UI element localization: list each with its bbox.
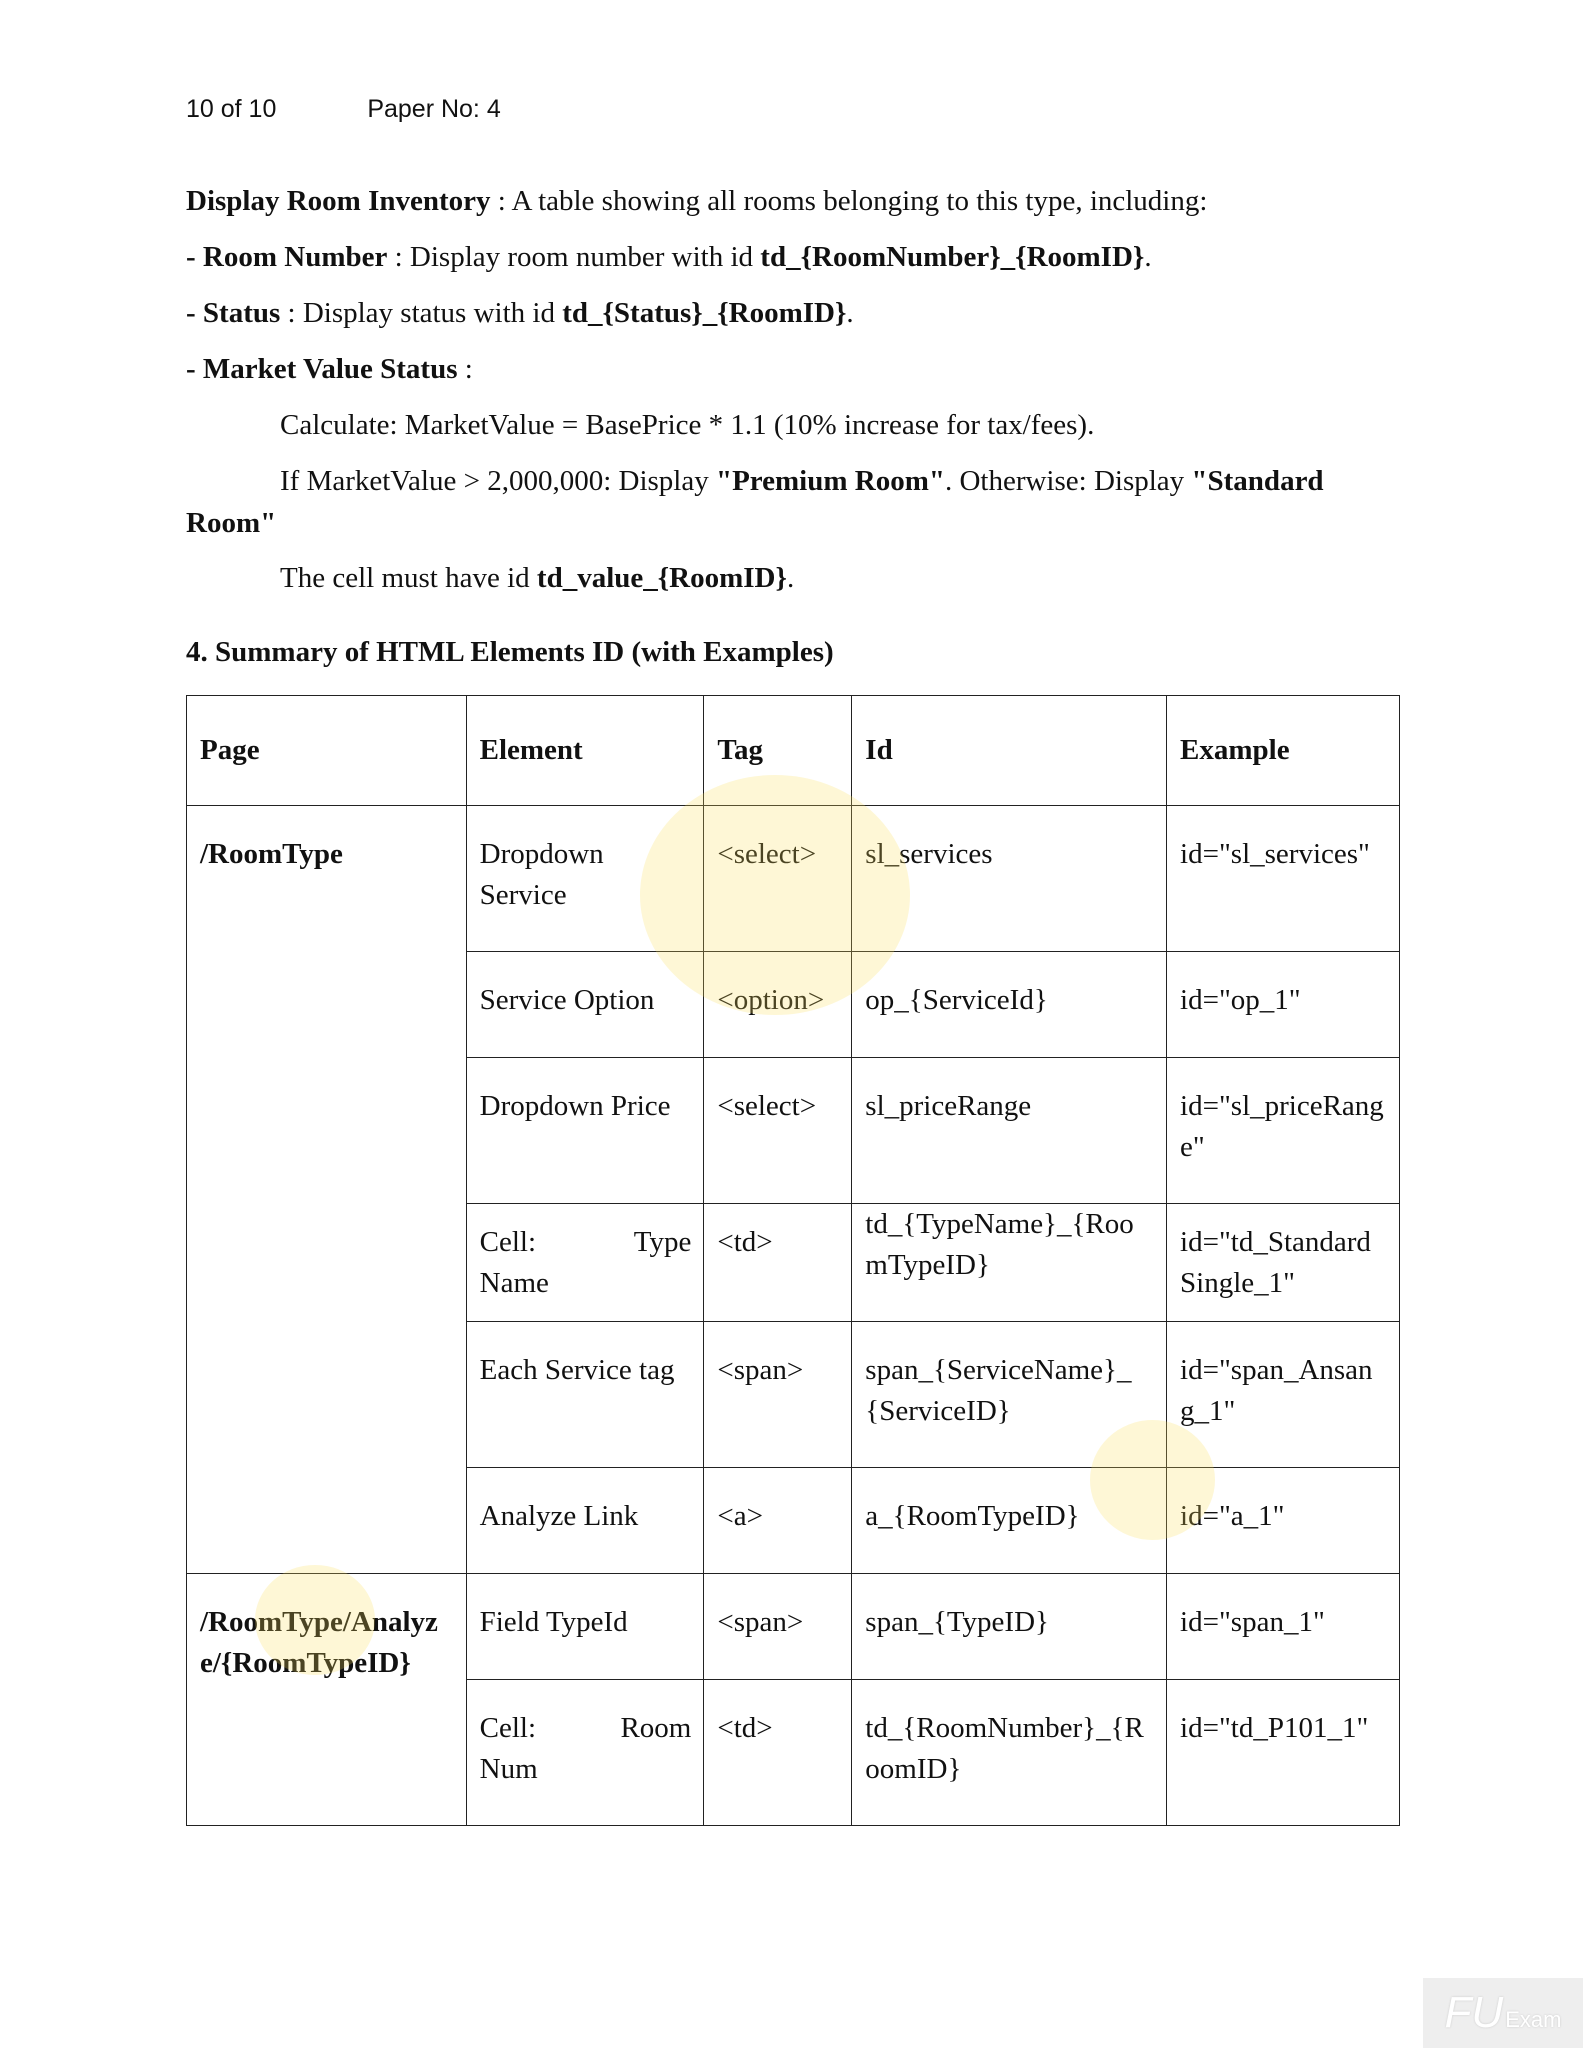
- table-row: [187, 1574, 1400, 1680]
- example-cell: id="td_P101_1": [1167, 1680, 1400, 1826]
- header-element: Element: [466, 696, 704, 806]
- room-number-id: td_{RoomNumber}_{RoomID}: [760, 241, 1145, 273]
- market-line: [186, 348, 1401, 391]
- example-cell: id="sl_priceRange": [1167, 1058, 1400, 1204]
- page-cell-roomtype: /RoomType: [187, 806, 467, 1574]
- header-tag: Tag: [704, 696, 852, 806]
- table-row: [187, 806, 1400, 952]
- summary-table: [186, 695, 1400, 1826]
- otherwise-text: . Otherwise: Display: [944, 465, 1192, 497]
- status-text: : Display status with id: [280, 297, 563, 329]
- table-header-row: [187, 696, 1400, 806]
- element-part: Room: [620, 1712, 692, 1744]
- tag-cell: [704, 1204, 852, 1322]
- room-inventory-section: [186, 180, 1401, 613]
- element-cell: Field TypeId: [466, 1574, 704, 1680]
- element-part: Cell:: [479, 1225, 537, 1258]
- if-text: If MarketValue > 2,000,000: Display: [280, 465, 716, 497]
- status-line: [186, 292, 1401, 335]
- element-cell: Each Service tag: [466, 1322, 704, 1468]
- cell-id-line: [186, 557, 1401, 600]
- element-justified: [480, 1222, 692, 1263]
- id-cell: td_{RoomNumber}_{RoomID}: [852, 1680, 1167, 1826]
- tag-cell: <span>: [704, 1574, 852, 1680]
- example-cell: id="td_Standard Single_1": [1167, 1204, 1400, 1322]
- calc-line: Calculate: MarketValue = BasePrice * 1.1 (10% increase for tax/fees).: [280, 409, 1095, 441]
- id-cell: sl_priceRange: [852, 1058, 1167, 1204]
- tag-cell: <td>: [704, 1680, 852, 1826]
- tag-cell: <a>: [704, 1468, 852, 1574]
- tag-cell: <option>: [704, 952, 852, 1058]
- example-cell: id="span_Ansang_1": [1167, 1322, 1400, 1468]
- fu-exam-logo: [1423, 1978, 1583, 2048]
- market-label: - Market Value Status: [186, 353, 458, 385]
- cell-text: The cell must have id: [280, 562, 537, 594]
- header-id: Id: [852, 696, 1167, 806]
- period: .: [1144, 241, 1152, 273]
- id-cell: a_{RoomTypeID}: [852, 1468, 1167, 1574]
- element-part: Type: [633, 1225, 692, 1258]
- id-cell: td_{TypeName}_{RoomTypeID}: [852, 1204, 1167, 1322]
- element-justified: [480, 1708, 692, 1749]
- room-number-text: : Display room number with id: [387, 241, 761, 273]
- element-cell: Analyze Link: [466, 1468, 704, 1574]
- element-part: Num: [479, 1753, 538, 1785]
- element-part: Cell:: [479, 1712, 537, 1744]
- section-title: 4. Summary of HTML Elements ID (with Examples): [186, 636, 834, 668]
- id-cell: span_{ServiceName}_{ServiceID}: [852, 1322, 1167, 1468]
- premium-label: "Premium Room": [715, 465, 945, 497]
- condition-line: [186, 460, 1401, 544]
- period: .: [846, 297, 854, 329]
- example-cell: id="sl_services": [1167, 806, 1400, 952]
- page-counter: 10 of 10: [186, 95, 277, 123]
- logo-mark: FU: [1444, 1988, 1504, 2037]
- tag-text: <td>: [717, 1226, 773, 1258]
- inventory-title: Display Room Inventory: [186, 185, 491, 217]
- example-cell: id="span_1": [1167, 1574, 1400, 1680]
- header-example: Example: [1167, 696, 1400, 806]
- page-cell-analyze: /RoomType/Analyze/{RoomTypeID}: [187, 1574, 467, 1826]
- tag-cell: <span>: [704, 1322, 852, 1468]
- example-cell: id="op_1": [1167, 952, 1400, 1058]
- element-cell: [466, 1680, 704, 1826]
- logo-word: Exam: [1505, 2007, 1562, 2032]
- id-cell: op_{ServiceId}: [852, 952, 1167, 1058]
- status-id: td_{Status}_{RoomID}: [562, 297, 847, 329]
- element-cell: Dropdown Service: [466, 806, 704, 952]
- id-cell: span_{TypeID}: [852, 1574, 1167, 1680]
- period: .: [786, 562, 795, 594]
- tag-cell: <select>: [704, 806, 852, 952]
- header-page: Page: [187, 696, 467, 806]
- id-cell: sl_services: [852, 806, 1167, 952]
- status-label: - Status: [186, 297, 281, 329]
- room-number-label: - Room Number: [186, 241, 388, 273]
- example-cell: id="a_1": [1167, 1468, 1400, 1574]
- tag-cell: <select>: [704, 1058, 852, 1204]
- page-header: [186, 95, 501, 124]
- cell-id: td_value_{RoomID}: [536, 562, 787, 594]
- standard-label: "Standard Room": [186, 465, 1324, 539]
- element-cell: Service Option: [466, 952, 704, 1058]
- element-cell: [466, 1204, 704, 1322]
- element-cell: Dropdown Price: [466, 1058, 704, 1204]
- inventory-intro: [186, 180, 1401, 223]
- room-number-line: [186, 236, 1401, 279]
- paper-number: Paper No: 4: [367, 95, 501, 123]
- market-colon: :: [457, 353, 473, 385]
- inventory-intro-text: : A table showing all rooms belonging to this type, including:: [490, 185, 1208, 217]
- element-part: Name: [479, 1266, 549, 1299]
